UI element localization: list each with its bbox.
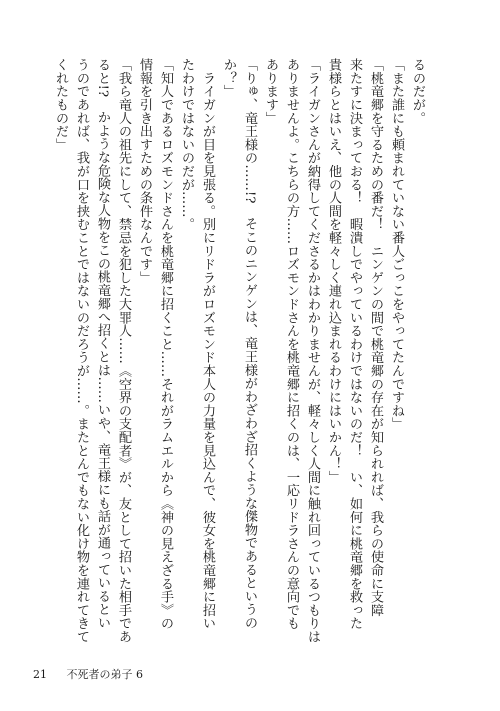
text-line: 来たすに決まっておる！ 暇潰しでやっているわけではないのだ！ い、如何に桃竜郷を救った xyxy=(347,58,362,630)
text-line: うのであれば、我が口を挟むことではないのだろうが……。またとんでもない化け物を連れてきて xyxy=(74,58,89,644)
text-line: か？」 xyxy=(221,58,236,98)
text-line: るのだが。 xyxy=(410,58,425,125)
text-line: 「知人であるロズモンドさんを桃竜郷に招くこと……それがラムエルから《神の見えざる手》の xyxy=(158,58,173,630)
text-line: たわけではないのだが……。 xyxy=(179,58,194,231)
book-title: 不死者の弟子 6 xyxy=(66,668,143,681)
text-line: 「我ら竜人の祖先にして、禁忌を犯した大罪人……《空界の支配者》が、友として招いた相手であ xyxy=(116,58,131,644)
page-number: 21 xyxy=(33,668,47,681)
page-footer xyxy=(33,666,143,682)
text-line: 情報を引き出すための条件なんです」 xyxy=(137,58,152,285)
vertical-text-body xyxy=(50,58,428,648)
text-line: 「りゅ、竜王様の……!? そこのニンゲンは、竜王様がわざわざ招くような傑物であるというの xyxy=(242,58,257,630)
text-line: くれたものだ」 xyxy=(53,58,68,152)
text-line: あります」 xyxy=(263,58,278,125)
text-line: 「桃竜郷を守るための番だ！ ニンゲンの間で桃竜郷の存在が知られれば、我らの使命に支障 xyxy=(368,58,383,617)
text-line: ありませんよ。こちらの方……ロズモンドさんを桃竜郷に招くのは、一応リドラさんの意向でも xyxy=(284,58,299,630)
text-line: 貴様らとはいえ、他の人間を軽々しく連れ込まれるわけにはいかん！」 xyxy=(326,58,341,484)
text-line: 「また誰にも頼まれていない番人ごっこをやってたんですね」 xyxy=(389,58,404,431)
text-line: 「ライガンさんが納得してくださるかはわかりませんが、軽々しく人間に触れ回っているつもりは xyxy=(305,58,320,644)
text-line: ると!? かような危険な人物をこの桃竜郷へ招くとは……いや、竜王様にも話が通っているとい xyxy=(95,58,110,630)
text-line: ライガンが目を見張る。別にリドラがロズモンド本人の力量を見込んで、彼女を桃竜郷に招い xyxy=(200,58,215,630)
